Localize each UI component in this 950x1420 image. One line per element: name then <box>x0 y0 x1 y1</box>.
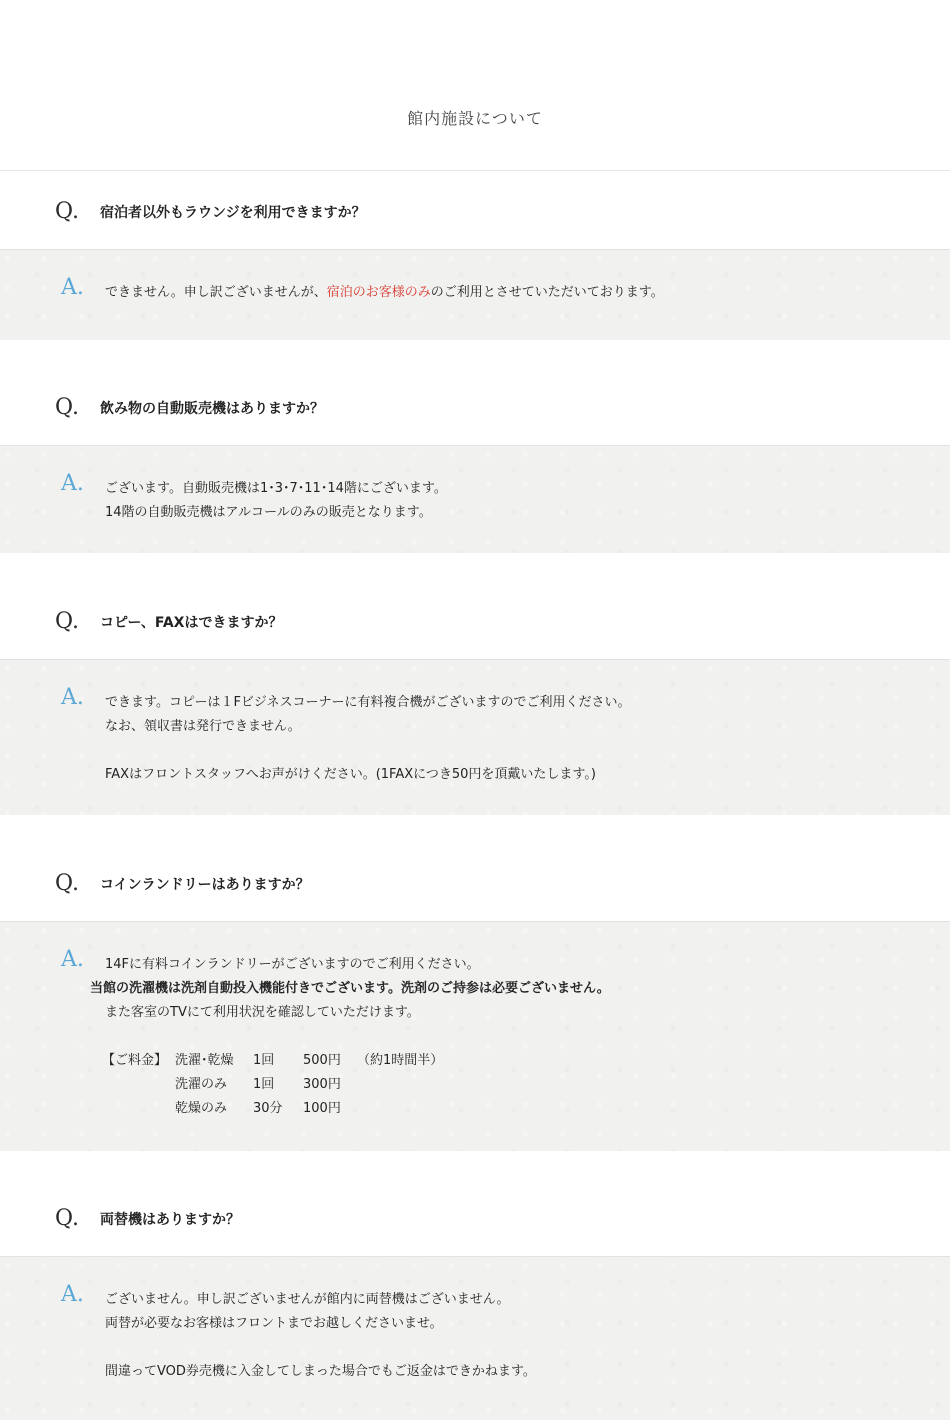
fee-note: （約1時間半） <box>357 1053 444 1068</box>
fee-unit: 30分 <box>253 1101 283 1116</box>
faq-question-copy-fax <box>0 609 950 643</box>
question-text: コインランドリーはありますか？ <box>100 877 310 893</box>
page-title: 館内施設について <box>407 109 543 128</box>
faq-question-laundry <box>0 871 950 905</box>
faq-answer-copy-fax <box>0 659 950 815</box>
faq-answer-vending <box>0 445 950 553</box>
faq-answer-lounge <box>0 249 950 340</box>
faq-answer-laundry <box>0 921 950 1151</box>
question-mark: Q. <box>55 1206 79 1231</box>
answer-mark: A. <box>61 471 84 496</box>
faq-question-lounge <box>0 199 950 233</box>
fee-table <box>102 1049 610 1121</box>
answer-text: ございません。申し訳ございませんが館内に両替機はございません。 両替が必要なお客様はフロントまでお越しくださいませ。 間違ってVOD券売機に入金してしまった場合でもご返金はできかねます。 <box>105 1292 536 1379</box>
bold-notice: 当館の洗濯機は洗剤自動投入機能付きでございます。洗剤のご持参は必要ございません。 <box>90 981 610 996</box>
answer-mark: A. <box>61 275 84 300</box>
fee-row <box>105 1097 610 1121</box>
fee-price: 100円 <box>303 1101 341 1116</box>
answer-mark: A. <box>61 947 84 972</box>
question-text: コピー、FAXはできますか？ <box>100 615 283 631</box>
question-mark: Q. <box>55 199 79 224</box>
fee-label: 【ご料金】 <box>102 1053 168 1068</box>
answer-text: できません。申し訳ございませんが、宿泊のお客様のみのご利用とさせていただいております。 <box>105 285 664 300</box>
question-text: 宿泊者以外もラウンジを利用できますか？ <box>100 205 366 221</box>
fee-item: 乾燥のみ <box>175 1101 228 1116</box>
question-mark: Q. <box>55 395 79 420</box>
faq-question-change-machine <box>0 1206 950 1240</box>
answer-text: ございます。自動販売機は1･3･7･11･14階にございます。 14階の自動販売機はアルコールのみの販売となります。 <box>105 481 447 520</box>
question-text: 両替機はありますか？ <box>100 1212 240 1228</box>
fee-row <box>105 1073 610 1097</box>
fee-price: 500円 <box>303 1053 341 1068</box>
question-text: 飲み物の自動販売機はありますか？ <box>100 401 324 417</box>
fee-unit: 1回 <box>253 1053 275 1068</box>
fee-unit: 1回 <box>253 1077 275 1092</box>
title-divider <box>0 170 950 171</box>
question-mark: Q. <box>55 871 79 896</box>
fee-row <box>102 1049 610 1073</box>
answer-text: できます。コピーは１Fビジネスコーナーに有料複合機がございますのでご利用ください。 なお、領収書は発行できません。 FAXはフロントスタッフへお声がけください。(1FAXにつき50円を頂戴いたします。) <box>105 695 631 782</box>
answer-text: 14Fに有料コインランドリーがございますのでご利用ください。 当館の洗濯機は洗剤自動投入機能付きでございます。洗剤のご持参は必要ございません。 また客室のTVにて利用状況を確認していただけます。 【ご料金】 洗濯･乾燥 1回 500円 （約1時間半） 洗濯のみ 1回 300円 乾燥のみ 30分 100円 <box>105 953 610 1121</box>
highlight-text: 宿泊のお客様のみ <box>326 285 431 300</box>
question-mark: Q. <box>55 609 79 634</box>
fee-item: 洗濯のみ <box>175 1077 228 1092</box>
faq-question-vending <box>0 395 950 429</box>
answer-mark: A. <box>61 685 84 710</box>
fee-item: 洗濯･乾燥 <box>175 1053 234 1068</box>
answer-mark: A. <box>61 1282 84 1307</box>
fee-price: 300円 <box>303 1077 341 1092</box>
faq-answer-change-machine <box>0 1256 950 1420</box>
